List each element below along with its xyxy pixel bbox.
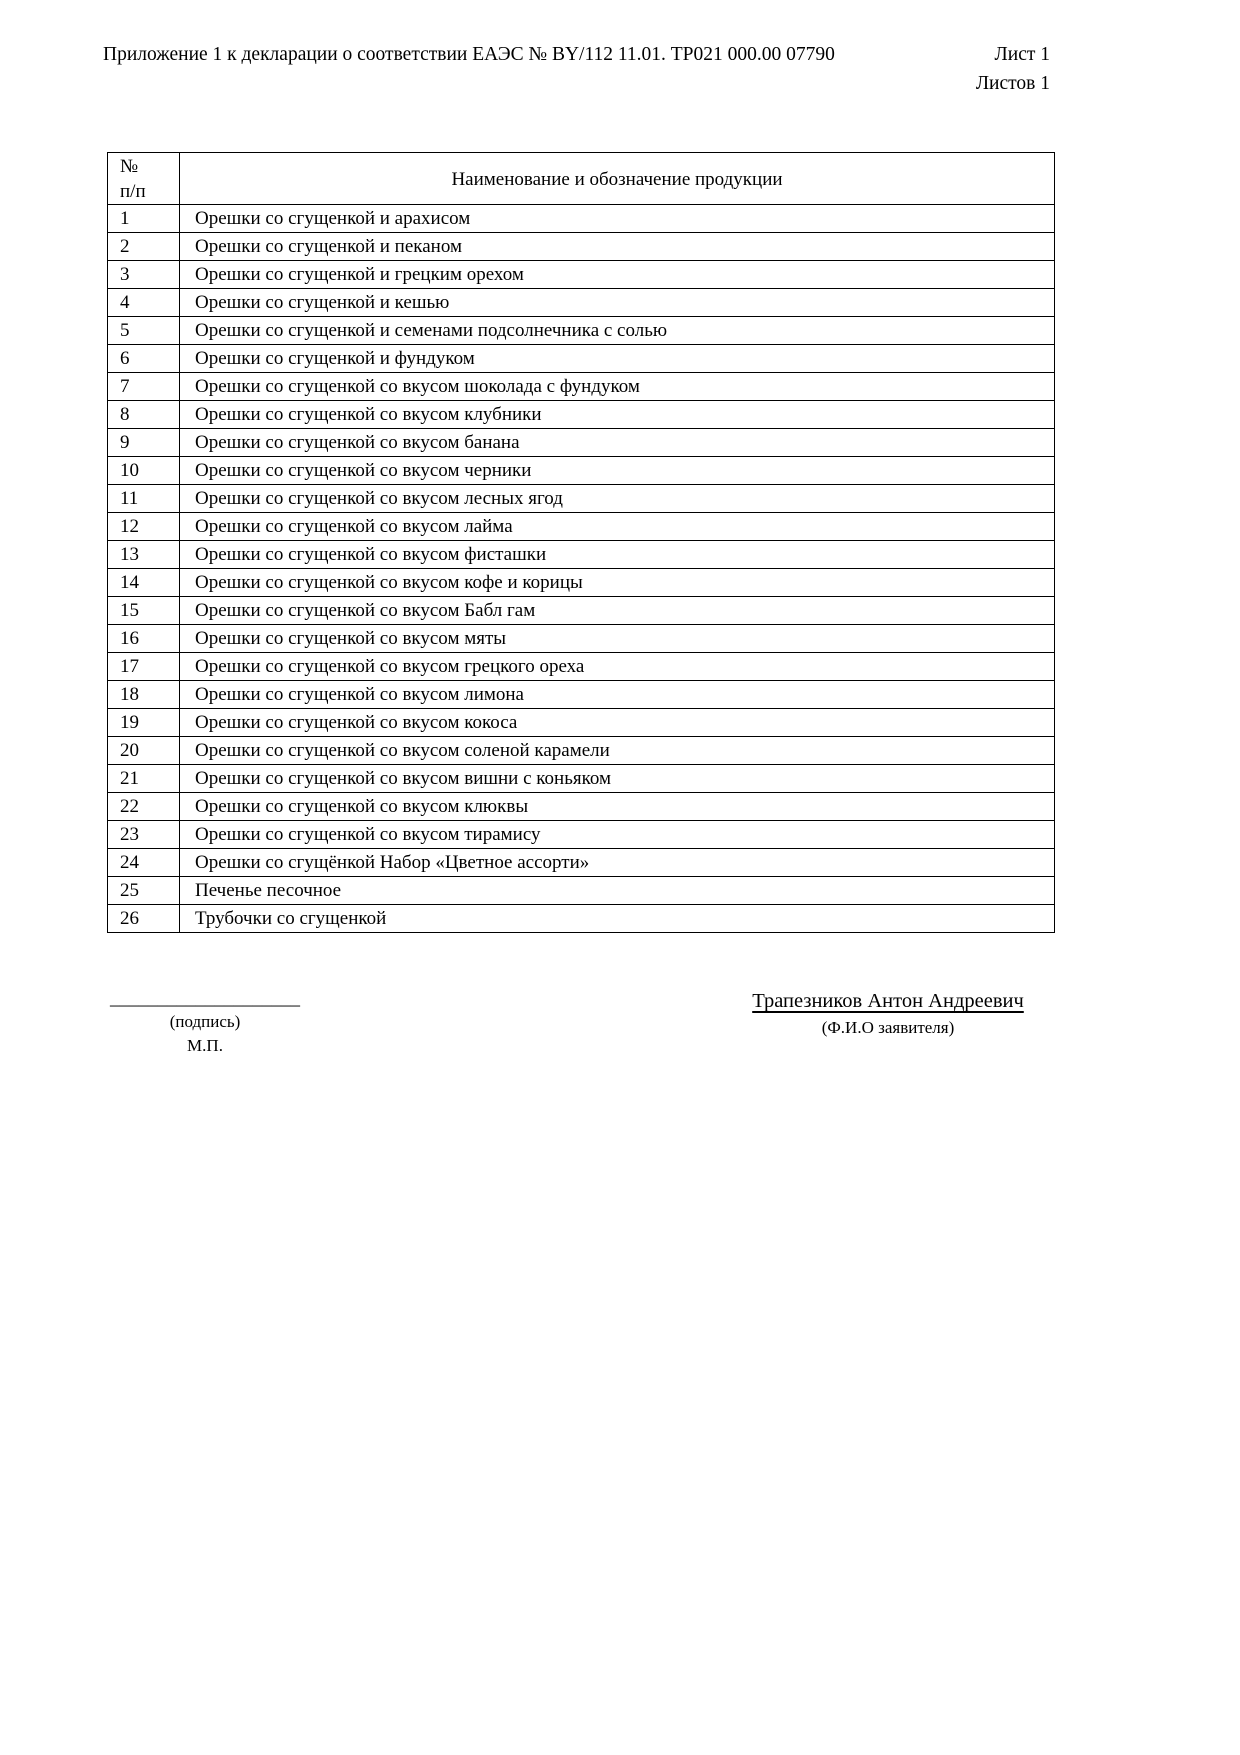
table-row [108,233,1055,261]
row-number: 4 [108,289,180,317]
row-number: 17 [108,653,180,681]
row-number: 24 [108,849,180,877]
row-product-name: Печенье песочное [180,877,1055,905]
sheet-number: Лист 1 [994,44,1050,65]
row-number: 15 [108,597,180,625]
row-product-name: Орешки со сгущенкой и фундуком [180,345,1055,373]
signature-block [107,988,1055,1058]
row-product-name: Орешки со сгущёнкой Набор «Цветное ассорти» [180,849,1055,877]
table-row [108,849,1055,877]
row-number: 8 [108,401,180,429]
table-row [108,877,1055,905]
document-header [103,40,1050,98]
row-product-name: Орешки со сгущенкой со вкусом Бабл гам [180,597,1055,625]
sheets-total: Листов 1 [975,73,1050,94]
table-row [108,905,1055,933]
row-number: 3 [108,261,180,289]
row-product-name: Орешки со сгущенкой со вкусом банана [180,429,1055,457]
table-row [108,569,1055,597]
row-product-name: Орешки со сгущенкой и грецким орехом [180,261,1055,289]
row-number: 16 [108,625,180,653]
row-product-name: Орешки со сгущенкой со вкусом тирамису [180,821,1055,849]
table-row [108,429,1055,457]
table-row [108,513,1055,541]
document-title: Приложение 1 к декларации о соответствии ЕАЭС № BY/112 11.01. ТР021 000.00 07790 [103,44,835,65]
table-row [108,681,1055,709]
row-product-name: Орешки со сгущенкой со вкусом клюквы [180,793,1055,821]
row-number: 2 [108,233,180,261]
row-number: 11 [108,485,180,513]
table-row [108,373,1055,401]
row-number: 1 [108,205,180,233]
row-product-name: Орешки со сгущенкой и арахисом [180,205,1055,233]
table-row [108,485,1055,513]
table-row [108,709,1055,737]
row-product-name: Орешки со сгущенкой и пеканом [180,233,1055,261]
table-row [108,653,1055,681]
table-row [108,261,1055,289]
table-row [108,625,1055,653]
row-number: 5 [108,317,180,345]
row-number: 21 [108,765,180,793]
row-product-name: Орешки со сгущенкой и кешью [180,289,1055,317]
table-row [108,205,1055,233]
number-header-top: № [120,156,139,177]
products-table [107,152,1055,933]
table-row [108,541,1055,569]
row-product-name: Орешки со сгущенкой со вкусом мяты [180,625,1055,653]
table-row [108,737,1055,765]
stamp-placeholder: М.П. [187,1036,223,1055]
row-product-name: Орешки со сгущенкой со вкусом вишни с коньяком [180,765,1055,793]
row-product-name: Орешки со сгущенкой со вкусом лесных ягод [180,485,1055,513]
table-row [108,457,1055,485]
signature-line: ____________________ [110,988,300,1009]
sheet-counter [946,40,1050,98]
table-row [108,345,1055,373]
table-row [108,793,1055,821]
applicant-name: Трапезников Антон Андреевич [752,990,1024,1012]
row-number: 18 [108,681,180,709]
row-product-name: Орешки со сгущенкой со вкусом кокоса [180,709,1055,737]
row-product-name: Орешки со сгущенкой со вкусом клубники [180,401,1055,429]
row-number: 14 [108,569,180,597]
number-column-header [108,153,180,205]
row-number: 10 [108,457,180,485]
row-product-name: Орешки со сгущенкой со вкусом лимона [180,681,1055,709]
table-body [108,205,1055,933]
signature-caption: (подпись) [169,1012,241,1031]
row-product-name: Орешки со сгущенкой со вкусом грецкого ореха [180,653,1055,681]
products-table-header [108,153,1055,205]
row-number: 26 [108,905,180,933]
row-number: 12 [108,513,180,541]
row-product-name: Трубочки со сгущенкой [180,905,1055,933]
table-row [108,765,1055,793]
table-row [108,597,1055,625]
row-product-name: Орешки со сгущенкой со вкусом черники [180,457,1055,485]
table-row [108,821,1055,849]
row-product-name: Орешки со сгущенкой со вкусом кофе и корицы [180,569,1055,597]
table-header-row [108,153,1055,205]
applicant-caption: (Ф.И.О заявителя) [821,1018,955,1037]
row-product-name: Орешки со сгущенкой со вкусом лайма [180,513,1055,541]
row-number: 9 [108,429,180,457]
row-product-name: Орешки со сгущенкой со вкусом соленой карамели [180,737,1055,765]
row-number: 19 [108,709,180,737]
signature-left [107,988,303,1058]
row-product-name: Орешки со сгущенкой и семенами подсолнечника с солью [180,317,1055,345]
row-product-name: Орешки со сгущенкой со вкусом фисташки [180,541,1055,569]
applicant-block [721,988,1055,1042]
table-row [108,289,1055,317]
number-header-bottom: п/п [120,181,146,202]
row-number: 7 [108,373,180,401]
table-row [108,317,1055,345]
row-number: 22 [108,793,180,821]
row-number: 13 [108,541,180,569]
row-number: 23 [108,821,180,849]
row-number: 20 [108,737,180,765]
row-product-name: Орешки со сгущенкой со вкусом шоколада с фундуком [180,373,1055,401]
row-number: 25 [108,877,180,905]
table-row [108,401,1055,429]
row-number: 6 [108,345,180,373]
name-column-header: Наименование и обозначение продукции [180,153,1055,205]
